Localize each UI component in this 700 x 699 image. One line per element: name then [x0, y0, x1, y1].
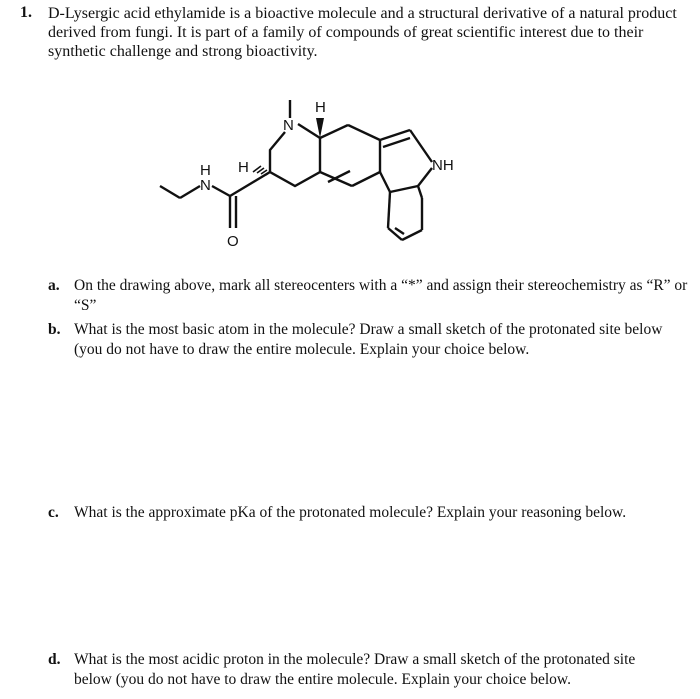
atom-n-methyl: N — [283, 117, 294, 134]
atom-h-amide: H — [200, 162, 211, 179]
atom-h-wedge: H — [238, 159, 249, 176]
part-b-label: b. — [48, 321, 61, 338]
part-b-text: What is the most basic atom in the molecule? Draw a small sketch of the protonated site below (you do not have to draw the entire molecule. Explain your choice below. — [74, 321, 663, 358]
atom-indole-nh: NH — [432, 157, 454, 174]
part-a-text: On the drawing above, mark all stereocenters with a “*” and assign their stereochemistry as “R” or “S” — [74, 277, 688, 314]
part-a-label: a. — [48, 277, 60, 294]
part-c-text: What is the approximate pKa of the protonated molecule? Explain your reasoning below. — [74, 504, 627, 521]
part-c-label: c. — [48, 504, 59, 521]
atom-o: O — [227, 233, 239, 250]
question-text: D-Lysergic acid ethylamide is a bioactive molecule and a structural derivative of a natural product derived from fungi. It is part of a family of compounds of great scientific interest due to their synthetic challenge and strong bioactivity. — [48, 5, 677, 60]
lsd-structure-diagram — [130, 90, 490, 250]
atom-h-top: H — [315, 99, 326, 116]
atom-n-amide: N — [200, 177, 211, 194]
question-number: 1. — [20, 4, 32, 21]
part-d-label: d. — [48, 651, 61, 668]
part-d-text: What is the most acidic proton in the molecule? Draw a small sketch of the protonated site below (you do not have to draw the entire molecule. Explain your choice below. — [74, 651, 636, 688]
